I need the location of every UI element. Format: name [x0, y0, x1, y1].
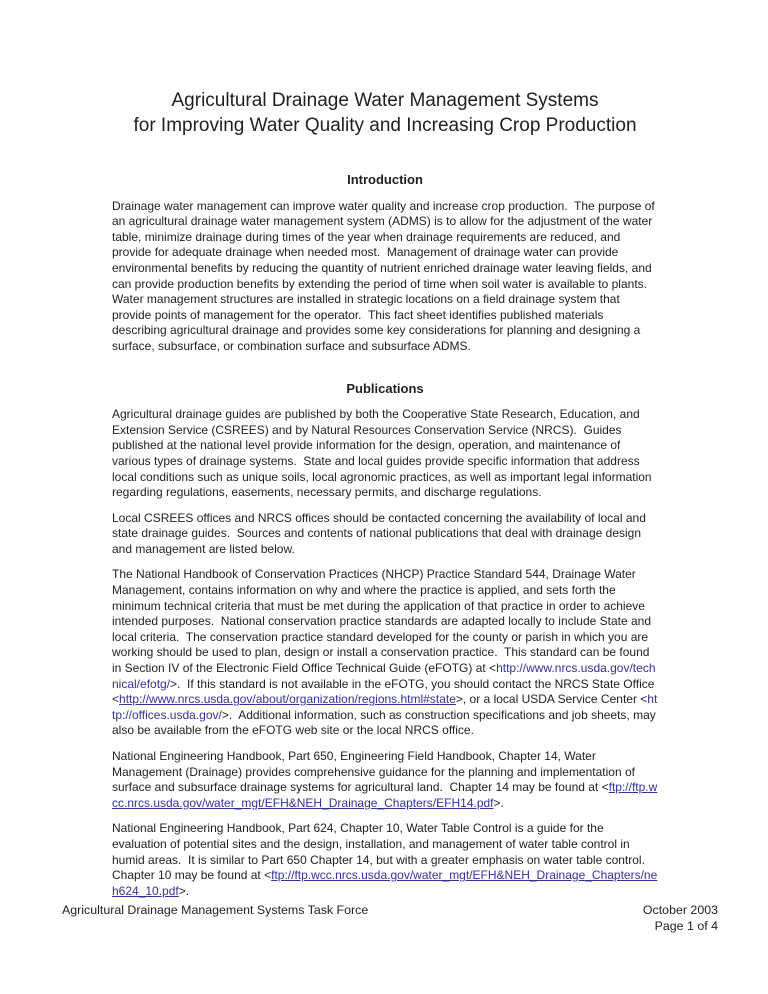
text-run: Local CSREES offices and NRCS offices should be contacted concerning the availability of local and state drainage guides. Sources and contents of national publications that deal with drainage design and management are listed below. [112, 510, 650, 556]
text-run: National Engineering Handbook, Part 624, Chapter 10, Water Table Control is a guide for the evaluation of potential sites and the design, installation, and management of water table control in humid areas. It is similar to Part 650 Chapter 14, but with a greater emphasis on water table control. Chapter 10 may be found at < [112, 821, 652, 883]
title-line-2: for Improving Water Quality and Increasing Crop Production [133, 115, 637, 136]
text-run: >. [178, 883, 190, 898]
document-title [110, 88, 660, 138]
text-run: Agricultural drainage guides are published by both the Cooperative State Research, Education, and Extension Service (CSREES) and by Natural Resources Conservation Service (NRCS). Guides published at the national level provide information for the design, operation, and maintenance of various types of drainage systems. State and local guides provide specific information that address local conditions such as unique soils, local agronomic practices, as well as important legal information regarding regulations, easements, necessary permits, and discharge regulations. [112, 407, 655, 500]
hyperlink[interactable]: ftp://ftp.wcc.nrcs.usda.gov/water_mgt/EFH&NEH_Drainage_Chapters/EFH14.pdf [112, 780, 658, 810]
section-heading: Introduction [347, 172, 423, 187]
text-run: National Engineering Handbook, Part 650, Engineering Field Handbook, Chapter 14, Water Management (Drainage) provides comprehensive guidance for the planning and implementation of surface and subsurface drainage systems for agricultural land. Chapter 14 may be found at < [112, 749, 639, 795]
footer-date: October 2003 [642, 903, 718, 917]
hyperlink[interactable]: ftp://ftp.wcc.nrcs.usda.gov/water_mgt/EFH&NEH_Drainage_Chapters/neh624_10.pdf [112, 868, 658, 898]
text-run: >. If this standard is not available in the eFOTG, you should contact the NRCS State Office < [112, 676, 658, 707]
text-run: Drainage water management can improve water quality and increase crop production. The purpose of an agricultural drainage water management system (ADMS) is to allow for the adjustment of the water table, minimize drainage during times of the year when drainage requirements are reduced, and provide for adequate drainage when needed most. Management of drainage water can provide environmental benefits by reducing the quantity of nutrient enriched drainage water leaving fields, and can provide production benefits by extending the period of time when soil water is available to plants. Water management structures are installed in strategic locations on a field drainage system that provide points of management for the operator. This fact sheet identifies published materials describing agricultural drainage and provides some key considerations for planning and designing a surface, subsurface, or combination surface and subsurface ADMS. [112, 198, 659, 353]
paragraph [112, 567, 658, 739]
paragraph [112, 199, 658, 355]
paragraph [112, 821, 658, 899]
text-run: >. Additional information, such as construction specifications and job sheets, may also be available from the eFOTG web site or the local NRCS office. [112, 707, 660, 738]
hyperlink[interactable]: http://www.nrcs.usda.gov/about/organization/regions.html#state [119, 692, 456, 707]
document-body [112, 172, 658, 899]
section-heading: Publications [346, 380, 424, 396]
paragraph [112, 511, 658, 558]
text-run: The National Handbook of Conservation Practices (NHCP) Practice Standard 544, Drainage Water Management, contains information on why and where the practice is applied, and sets forth the minimum technical criteria that must be met during the application of that practice in order to achieve intended purposes. National conservation practice standards are adapted locally to include State and local criteria. The conservation practice standard developed for the county or parish in which you are working should be used to plan, design or install a conservation practice. This standard can be found in Section IV of the Electronic Field Office Technical Guide (eFOTG) at < [112, 567, 655, 676]
text-run: >, or a local USDA Service Center < [455, 692, 648, 707]
footer-meta [643, 903, 718, 934]
hyperlink[interactable]: http://offices.usda.gov/ [112, 692, 658, 722]
paragraph [112, 407, 658, 501]
text-run: >. [493, 795, 504, 810]
hyperlink[interactable]: http://www.nrcs.usda.gov/technical/efotg/ [112, 661, 656, 691]
footer-page-number: Page 1 of 4 [654, 918, 718, 933]
title-line-1: Agricultural Drainage Water Management Systems [171, 90, 599, 111]
page-footer [62, 903, 718, 934]
footer-task-force: Agricultural Drainage Management Systems Task Force [62, 903, 369, 917]
paragraph [112, 749, 658, 811]
